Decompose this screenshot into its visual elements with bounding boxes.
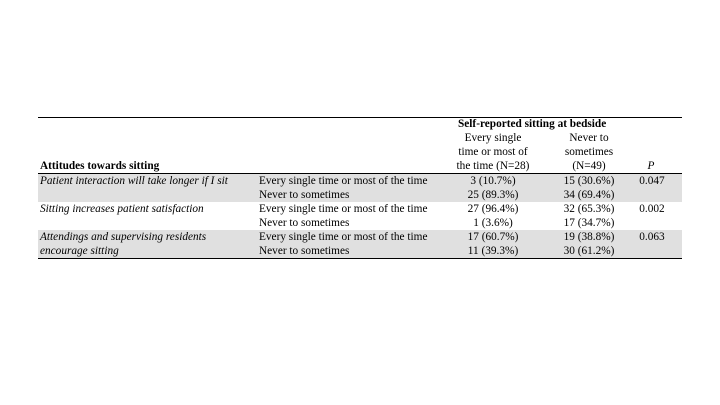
table-cell: 25 (89.3%) [467,189,519,201]
table-bottom-rule [38,258,682,259]
table-cell: 15 (30.6%) [563,175,615,187]
response-label: Every single time or most of the time [259,231,428,243]
col1-header-line3: the time (N=28) [456,160,530,172]
response-label: Never to sometimes [259,189,350,201]
p-header: P [647,160,655,172]
col2-header-line1: Never to [569,132,609,144]
table-cell: 19 (38.8%) [563,231,615,243]
col2-header-line3: (N=49) [572,160,606,172]
results-table [38,117,682,258]
table-cell: 17 (60.7%) [467,231,519,243]
attitude-label: Sitting increases patient satisfaction [40,203,204,215]
response-label: Every single time or most of the time [259,175,428,187]
p-value: 0.063 [639,231,665,243]
table-cell: 1 (3.6%) [473,217,513,229]
attitude-label-line1: Attendings and supervising residents [40,231,207,243]
response-label: Every single time or most of the time [259,203,428,215]
table-cell: 32 (65.3%) [563,203,615,215]
row-header: Attitudes towards sitting [40,160,160,172]
attitude-label: Patient interaction will take longer if I sit [40,175,228,187]
col1-header-line1: Every single [464,132,522,144]
response-label: Never to sometimes [259,217,350,229]
table-cell: 27 (96.4%) [467,203,519,215]
p-value: 0.002 [639,203,665,215]
group-header: Self-reported sitting at bedside [458,118,607,130]
p-value: 0.047 [639,175,665,187]
table-cell: 11 (39.3%) [467,245,519,257]
col1-header-line2: time or most of [458,146,528,158]
table-cell: 3 (10.7%) [470,175,516,187]
col2-header-line2: sometimes [564,146,614,158]
response-label: Never to sometimes [259,245,350,257]
table-cell: 30 (61.2%) [563,245,615,257]
table-cell: 17 (34.7%) [563,217,615,229]
attitude-label-line2: encourage sitting [40,245,119,257]
table-cell: 34 (69.4%) [563,189,615,201]
